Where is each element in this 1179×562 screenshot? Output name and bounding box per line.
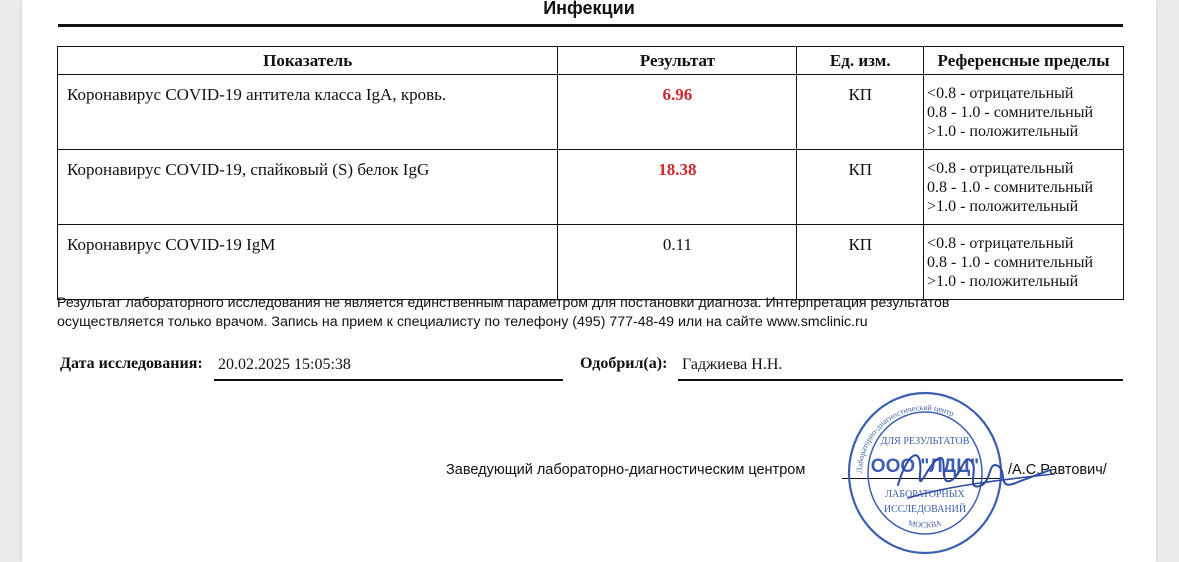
reference-line: >1.0 - положительный bbox=[927, 273, 1079, 290]
result-value: 18.38 bbox=[558, 150, 797, 225]
svg-text:МОСКВА bbox=[907, 518, 942, 529]
table-row bbox=[58, 225, 1124, 300]
reference-range bbox=[924, 75, 1124, 150]
unit-value: КП bbox=[797, 150, 924, 225]
table-row bbox=[58, 150, 1124, 225]
reference-line: 0.8 - 1.0 - сомнительный bbox=[927, 254, 1093, 271]
reference-range bbox=[924, 225, 1124, 300]
handwritten-signature bbox=[868, 440, 1058, 510]
results-table bbox=[57, 46, 1124, 300]
study-date-underline bbox=[214, 379, 563, 381]
unit-value: КП bbox=[797, 75, 924, 150]
result-value: 0.11 bbox=[558, 225, 797, 300]
title-divider bbox=[58, 24, 1123, 27]
approved-underline bbox=[678, 379, 1123, 381]
signer-name: /А.С.Равтович/ bbox=[1008, 462, 1107, 478]
stamp-ring-top: Лабораторно-диагностический центр bbox=[854, 402, 956, 474]
report-page bbox=[22, 0, 1156, 562]
reference-line: 0.8 - 1.0 - сомнительный bbox=[927, 179, 1093, 196]
reference-line: >1.0 - положительный bbox=[927, 123, 1079, 140]
study-date-value: 20.02.2025 15:05:38 bbox=[218, 356, 351, 373]
approved-label: Одобрил(а): bbox=[580, 355, 668, 372]
result-value: 6.96 bbox=[558, 75, 797, 150]
disclaimer-line: осуществляется только врачом. Запись на прием к специалисту по телефону (495) 777-48-49 или на сайте www.smclinic.ru bbox=[57, 314, 868, 330]
header-result: Результат bbox=[558, 47, 797, 75]
stamp-line-2: ООО "ЛДЦ" bbox=[870, 456, 980, 477]
table-row bbox=[58, 75, 1124, 150]
disclaimer-line: Результат лабораторного исследования не является единственным параметром для постановки диагноза. Интерпретация результатов bbox=[57, 295, 950, 311]
signer-title: Заведующий лабораторно-диагностическим центром bbox=[446, 462, 806, 478]
header-unit: Ед. изм. bbox=[797, 47, 924, 75]
stamp-ring-bottom: МОСКВА bbox=[907, 518, 943, 530]
reference-line: <0.8 - отрицательный bbox=[927, 235, 1074, 252]
study-date-label: Дата исследования: bbox=[60, 355, 203, 372]
indicator-name: Коронавирус COVID-19 IgM bbox=[58, 225, 558, 300]
section-title: Инфекции bbox=[543, 0, 635, 18]
stamp-line-3: ЛАБОРАТОРНЫХ bbox=[885, 489, 965, 500]
table-header-row bbox=[58, 47, 1124, 75]
reference-line: >1.0 - положительный bbox=[927, 198, 1079, 215]
reference-range bbox=[924, 150, 1124, 225]
approved-value: Гаджиева Н.Н. bbox=[682, 356, 783, 373]
header-reference: Референсные пределы bbox=[924, 47, 1124, 75]
reference-line: <0.8 - отрицательный bbox=[927, 160, 1074, 177]
indicator-name: Коронавирус COVID-19, спайковый (S) белок IgG bbox=[58, 150, 558, 225]
reference-line: 0.8 - 1.0 - сомнительный bbox=[927, 104, 1093, 121]
unit-value: КП bbox=[797, 225, 924, 300]
reference-line: <0.8 - отрицательный bbox=[927, 85, 1074, 102]
disclaimer-text bbox=[57, 294, 1057, 332]
stamp-line-1: ДЛЯ РЕЗУЛЬТАТОВ bbox=[880, 436, 970, 447]
header-indicator: Показатель bbox=[58, 47, 558, 75]
stamp-line-4: ИССЛЕДОВАНИЙ bbox=[883, 504, 967, 515]
indicator-name: Коронавирус COVID-19 антитела класса IgA, кровь. bbox=[58, 75, 558, 150]
